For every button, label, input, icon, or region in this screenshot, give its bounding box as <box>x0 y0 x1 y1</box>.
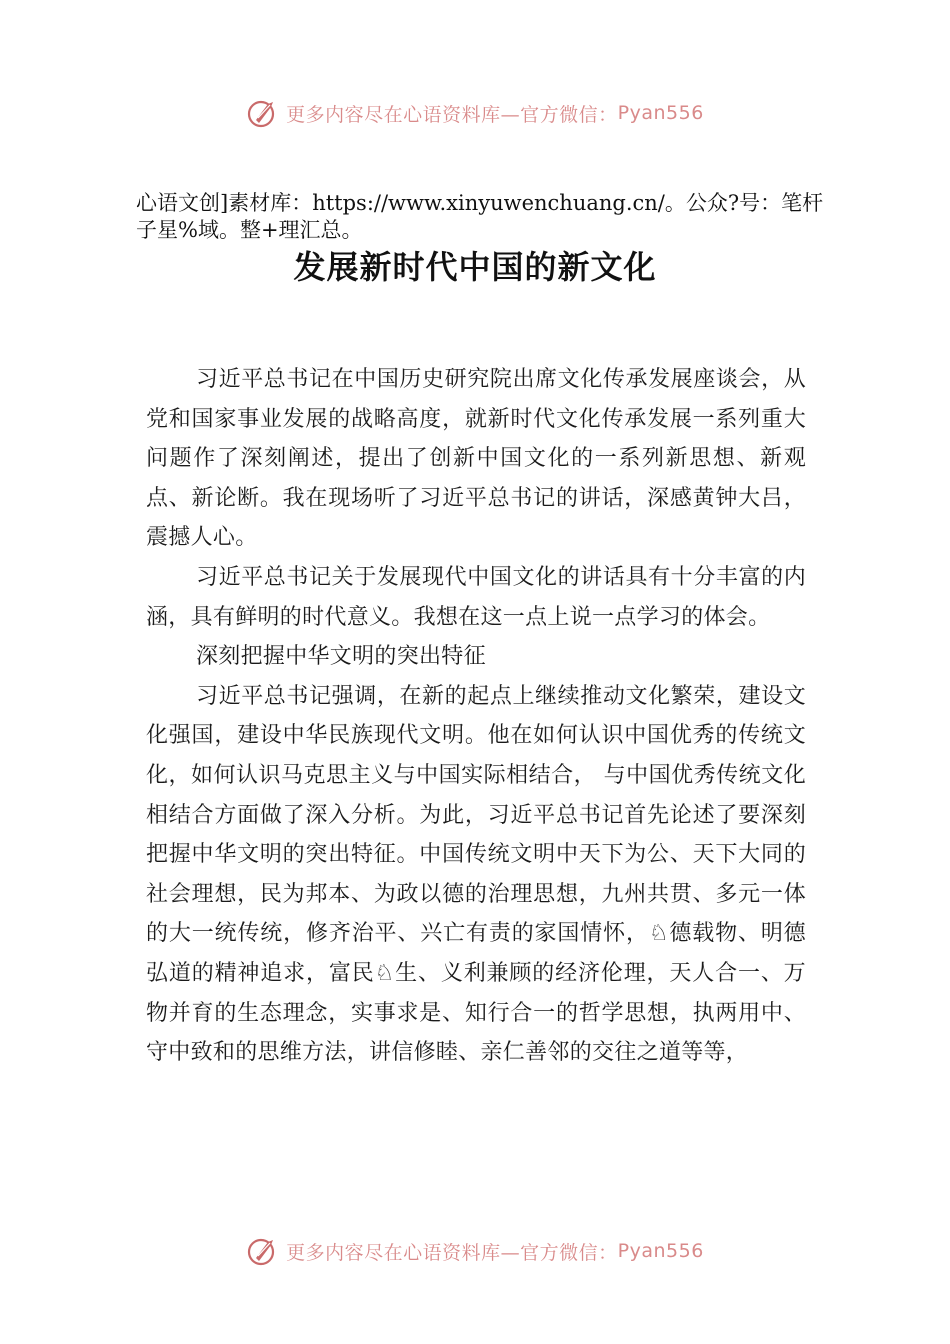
watermark-text: 更多内容尽在心语资料库—官方微信： <box>286 1241 618 1264</box>
watermark-wechat-id: Pyan556 <box>617 1240 704 1262</box>
header-watermark <box>0 96 950 130</box>
watermark-text: 更多内容尽在心语资料库—官方微信： <box>286 103 618 126</box>
section-heading: 深刻把握中华文明的突出特征 <box>196 644 486 670</box>
document-title: 发展新时代中国的新文化 <box>293 248 657 286</box>
paragraph: 习近平总书记关于发展现代中国文化的讲话具有十分丰富的内涵，具有鲜明的时代意义。我想在这一点上说一点学习的体会。 <box>146 564 806 630</box>
source-line: 心语文创]素材库：https://www.xinyuwenchuang.cn/。公众?号：笔杆子星%域。整+理汇总。 <box>136 191 824 242</box>
pen-nib-logo-icon <box>246 1234 280 1268</box>
paragraph: 习近平总书记强调，在新的起点上继续推动文化繁荣，建设文化强国，建设中华民族现代文明。他在如何认识中国优秀的传统文化，如何认识马克思主义与中国实际相结合， 与中国优秀传统文化相结合方面做了深入分析。为此，习近平总书记首先论述了要深刻把握中华文明的突出特征。中国传统文明中天下为公、天下大同的社会理想，民为邦本、为政以德的治理思想，九州共贯、多元一体的大一统传统，修齐治平、兴亡有责的家国情怀，♘德载物、明德弘道的精神追求，富民♘生、义利兼顾的经济伦理，天人合一、万物并育的生态理念，实事求是、知行合一的哲学思想，执两用中、守中致和的思维方法，讲信修睦、亲仁善邻的交往之道等等， <box>146 683 806 1066</box>
pen-nib-logo-icon <box>246 96 280 130</box>
footer-watermark <box>0 1234 950 1268</box>
paragraph: 习近平总书记在中国历史研究院出席文化传承发展座谈会，从党和国家事业发展的战略高度，就新时代文化传承发展一系列重大问题作了深刻阐述，提出了创新中国文化的一系列新思想、新观点、新论断。我在现场听了习近平总书记的讲话，深感黄钟大吕，震撼人心。 <box>146 367 806 551</box>
watermark-wechat-id: Pyan556 <box>617 102 704 124</box>
document-body <box>146 360 806 1073</box>
